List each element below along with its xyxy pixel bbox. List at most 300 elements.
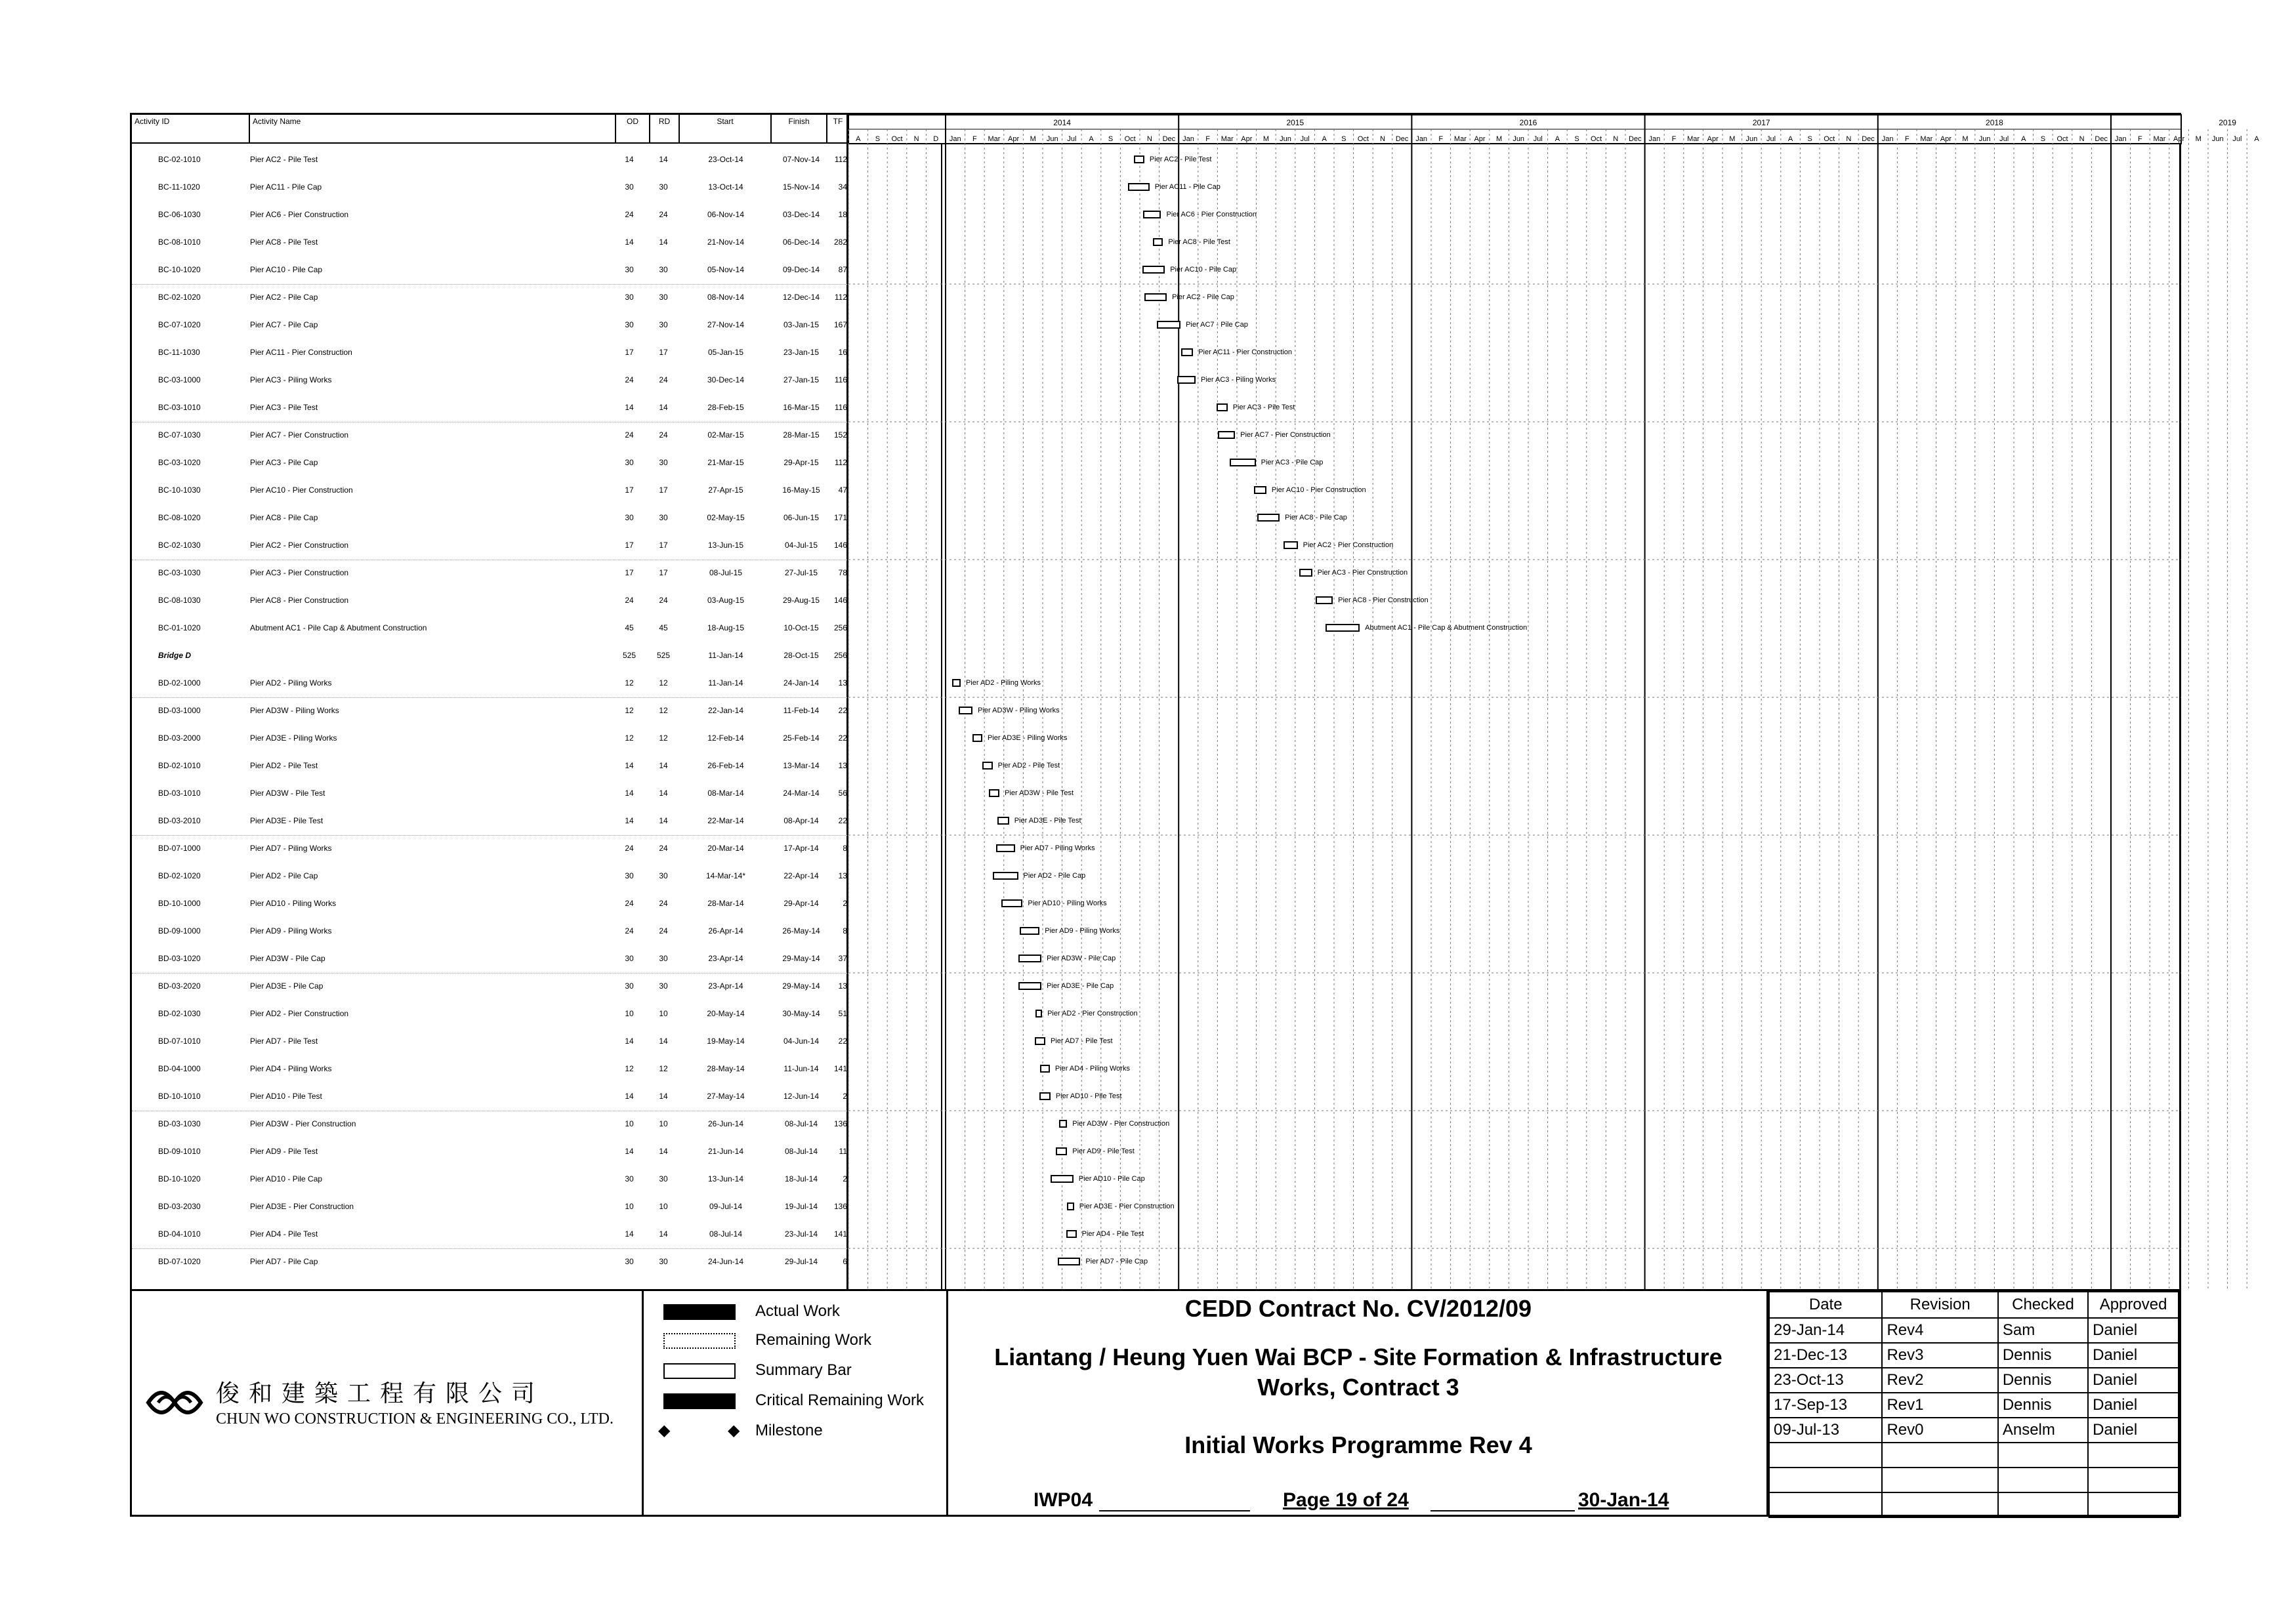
revision-checked: Anselm	[1998, 1418, 2088, 1443]
table-row	[132, 1111, 848, 1138]
gantt-bar	[1059, 1120, 1068, 1128]
total-float: 22	[838, 706, 847, 715]
original-duration: 24	[625, 844, 634, 853]
gantt-bar	[1325, 624, 1360, 632]
gantt-bar-label: Pier AC2 - Pier Construction	[1303, 541, 1394, 549]
remaining-duration: 14	[659, 1147, 668, 1156]
total-float: 13	[838, 761, 847, 770]
start-date: 20-May-14	[707, 1009, 745, 1018]
month-label: Jul	[1300, 135, 1310, 143]
start-date: 28-Mar-14	[707, 899, 744, 908]
revision-checked: Sam	[1998, 1318, 2088, 1343]
remaining-duration: 14	[659, 237, 668, 247]
activity-name: Pier AD10 - Pile Cap	[250, 1174, 323, 1183]
title-block	[132, 1289, 2179, 1517]
finish-date: 16-May-15	[782, 485, 820, 495]
gantt-bar-label: Pier AC3 - Piling Works	[1201, 376, 1276, 384]
total-float: 8	[843, 844, 847, 853]
revision-row	[1769, 1368, 2179, 1393]
month-label: Apr	[1940, 135, 1952, 143]
activity-name: Pier AD10 - Pile Test	[250, 1092, 322, 1101]
month-label: M	[2195, 135, 2202, 143]
header-finish: Finish	[772, 115, 827, 144]
remaining-duration: 12	[659, 733, 668, 743]
original-duration: 12	[625, 706, 634, 715]
remaining-duration: 14	[659, 1229, 668, 1239]
start-date: 02-Mar-15	[707, 430, 744, 440]
start-date: 08-Nov-14	[707, 293, 745, 302]
gantt-bar-label: Pier AD2 - Pier Construction	[1047, 1010, 1138, 1017]
start-date: 23-Apr-14	[708, 981, 743, 991]
activity-id: BC-03-1010	[158, 403, 201, 412]
activity-id: BD-03-1020	[158, 954, 201, 963]
remaining-duration: 17	[659, 541, 668, 550]
total-float: 146	[833, 596, 847, 605]
gantt-chart	[848, 115, 2259, 1289]
gantt-bar	[1217, 403, 1227, 411]
table-row	[132, 284, 848, 312]
finish-date: 07-Nov-14	[782, 155, 820, 164]
gantt-bar	[1284, 541, 1298, 549]
activity-name: Pier AD3E - Pier Construction	[250, 1202, 354, 1211]
revision-checked: Dennis	[1998, 1393, 2088, 1418]
activity-id: BC-07-1020	[158, 320, 201, 329]
total-float: 167	[833, 320, 847, 329]
gantt-bar-label: Pier AD3E - Pier Construction	[1079, 1202, 1175, 1210]
gantt-bar-label: Abutment AC1 - Pile Cap & Abutment Construction	[1365, 624, 1528, 632]
legend-summary-label: Summary Bar	[755, 1361, 852, 1379]
revision-revision: Rev4	[1882, 1318, 1997, 1343]
page-underline	[1430, 1510, 1575, 1511]
gantt-bar-label: Pier AC8 - Pile Test	[1168, 238, 1230, 246]
table-row	[132, 560, 848, 587]
activity-id: BC-08-1010	[158, 237, 201, 247]
legend-critical-label: Critical Remaining Work	[755, 1391, 924, 1409]
activity-name: Pier AD7 - Pile Cap	[250, 1257, 318, 1266]
remaining-duration: 14	[659, 789, 668, 798]
month-label: S	[1341, 135, 1346, 143]
finish-date: 30-May-14	[782, 1009, 820, 1018]
activity-name: Pier AC2 - Pile Test	[250, 155, 318, 164]
activity-id: BD-04-1010	[158, 1229, 201, 1239]
activity-table	[132, 115, 848, 1289]
finish-date: 06-Jun-15	[783, 513, 820, 522]
table-row	[132, 1138, 848, 1166]
total-float: 18	[838, 210, 847, 219]
activity-id: BD-02-1000	[158, 678, 201, 688]
activity-id: BC-11-1020	[158, 182, 200, 192]
start-date: 28-May-14	[707, 1064, 745, 1073]
start-date: 30-Dec-14	[707, 375, 745, 384]
gantt-bar	[1035, 1037, 1045, 1045]
month-label: Oct	[2056, 135, 2068, 143]
gantt-bar-label: Pier AC3 - Pile Test	[1232, 403, 1295, 411]
finish-date: 03-Dec-14	[782, 210, 820, 219]
original-duration: 30	[625, 265, 634, 274]
header-od: OD	[616, 115, 650, 144]
month-label: F	[972, 135, 977, 143]
year-label: 2017	[1752, 118, 1770, 127]
total-float: 141	[833, 1229, 847, 1239]
code-underline	[1099, 1510, 1250, 1511]
revision-row	[1769, 1393, 2179, 1418]
month-label: Jan	[949, 135, 961, 143]
original-duration: 24	[625, 926, 634, 935]
revision-empty-cell	[1998, 1443, 2088, 1468]
start-date: 21-Mar-15	[707, 458, 744, 467]
finish-date: 26-May-14	[782, 926, 820, 935]
table-row	[132, 229, 848, 257]
gantt-bar	[1257, 514, 1280, 522]
original-duration: 12	[625, 733, 634, 743]
start-date: 19-May-14	[707, 1037, 745, 1046]
table-row	[132, 532, 848, 560]
finish-date: 23-Jan-15	[783, 348, 820, 357]
activity-id: BC-03-1000	[158, 375, 201, 384]
gantt-bar-label: Pier AC11 - Pier Construction	[1198, 348, 1293, 356]
activity-name: Pier AD2 - Pier Construction	[250, 1009, 349, 1018]
original-duration: 525	[622, 651, 637, 660]
original-duration: 17	[625, 568, 634, 577]
total-float: 112	[834, 293, 847, 302]
revision-empty-cell	[2088, 1492, 2179, 1517]
total-float: 136	[833, 1202, 847, 1211]
finish-date: 28-Mar-15	[783, 430, 820, 440]
gantt-bar	[989, 789, 999, 797]
remaining-duration: 24	[659, 375, 668, 384]
gantt-bar-label: Pier AD4 - Piling Works	[1054, 1065, 1130, 1073]
month-label: A	[1555, 135, 1560, 143]
finish-date: 11-Feb-14	[783, 706, 820, 715]
month-label: Jun	[1745, 135, 1758, 143]
activity-id: BD-03-2030	[158, 1202, 201, 1211]
start-date: 12-Feb-14	[707, 733, 744, 743]
activity-id: BC-10-1030	[158, 485, 201, 495]
month-label: F	[1438, 135, 1444, 143]
activity-name: Pier AD2 - Pile Cap	[250, 871, 318, 880]
gantt-bar	[1018, 955, 1042, 962]
activity-id: BD-04-1000	[158, 1064, 201, 1073]
gantt-bar	[1058, 1258, 1081, 1265]
activity-name: Pier AD7 - Pile Test	[250, 1037, 318, 1046]
month-label: Oct	[1124, 135, 1136, 143]
start-date: 08-Jul-15	[709, 568, 743, 577]
month-label: A	[1787, 135, 1793, 143]
company-name-chinese: 俊和建築工程有限公司	[216, 1380, 545, 1407]
finish-date: 16-Mar-15	[783, 403, 820, 412]
revision-approved: Daniel	[2088, 1368, 2179, 1393]
revision-revision: Rev0	[1882, 1418, 1997, 1443]
gantt-bar	[1134, 155, 1144, 163]
remaining-duration: 12	[659, 1064, 668, 1073]
revision-header-date: Date	[1769, 1292, 1882, 1318]
finish-date: 29-Apr-15	[783, 458, 819, 467]
finish-date: 25-Feb-14	[783, 733, 820, 743]
activity-name: Pier AC6 - Pier Construction	[250, 210, 349, 219]
total-float: 282	[833, 237, 847, 247]
gantt-bar	[982, 762, 993, 770]
gantt-bar-label: Pier AD3E - Pile Cap	[1047, 982, 1114, 990]
finish-date: 27-Jul-15	[784, 568, 818, 577]
revision-empty-cell	[1998, 1468, 2088, 1492]
remaining-duration: 30	[659, 320, 668, 329]
activity-id: BC-07-1030	[158, 430, 201, 440]
month-label: N	[1146, 135, 1152, 143]
gantt-bar	[952, 679, 961, 687]
activity-id: BD-03-2010	[158, 816, 201, 825]
gantt-bar	[1128, 183, 1150, 191]
total-float: 2	[843, 1092, 847, 1101]
month-label: S	[2040, 135, 2046, 143]
activity-name: Pier AC10 - Pier Construction	[250, 485, 353, 495]
finish-date: 13-Mar-14	[783, 761, 820, 770]
activity-id: BD-03-1000	[158, 706, 201, 715]
remaining-duration: 10	[659, 1202, 668, 1211]
activity-id: BD-02-1020	[158, 871, 201, 880]
activity-id: BD-09-1010	[158, 1147, 201, 1156]
month-label: A	[2254, 135, 2259, 143]
revision-empty-cell	[1882, 1492, 1997, 1517]
table-row	[132, 477, 848, 504]
total-float: 116	[834, 375, 847, 384]
month-label: S	[875, 135, 881, 143]
revision-date: 17-Sep-13	[1769, 1393, 1882, 1418]
gantt-bar	[993, 872, 1018, 880]
remaining-duration: 30	[659, 1257, 668, 1266]
activity-name: Pier AC2 - Pile Cap	[250, 293, 318, 302]
month-label: F	[2138, 135, 2142, 143]
month-label: N	[2079, 135, 2085, 143]
activity-id: BD-02-1030	[158, 1009, 201, 1018]
start-date: 03-Aug-15	[707, 596, 745, 605]
start-date: 05-Nov-14	[707, 265, 745, 274]
original-duration: 30	[625, 513, 634, 522]
start-date: 27-Nov-14	[707, 320, 745, 329]
finish-date: 04-Jun-14	[783, 1037, 820, 1046]
start-date: 06-Nov-14	[707, 210, 745, 219]
original-duration: 24	[625, 596, 634, 605]
revision-empty-cell	[2088, 1443, 2179, 1468]
total-float: 8	[843, 926, 847, 935]
month-label: Jul	[1766, 135, 1776, 143]
original-duration: 14	[625, 1147, 634, 1156]
month-label: S	[1108, 135, 1114, 143]
remaining-duration: 12	[659, 706, 668, 715]
activity-id: BC-02-1020	[158, 293, 201, 302]
activity-id: BD-02-1010	[158, 761, 201, 770]
month-label: M	[1729, 135, 1736, 143]
table-row	[132, 312, 848, 339]
total-float: 11	[839, 1147, 847, 1156]
activity-id: BC-03-1020	[158, 458, 201, 467]
finish-date: 15-Nov-14	[782, 182, 820, 192]
start-date: 27-May-14	[707, 1092, 745, 1101]
table-row	[132, 973, 848, 1000]
month-label: Mar	[1687, 135, 1700, 143]
activity-id: BD-10-1020	[158, 1174, 201, 1183]
finish-date: 10-Oct-15	[783, 623, 819, 632]
month-label: Dec	[1162, 135, 1176, 143]
revision-row-empty	[1769, 1468, 2179, 1492]
month-label: N	[1846, 135, 1852, 143]
finish-date: 29-Jul-14	[784, 1257, 818, 1266]
remaining-duration: 30	[659, 182, 668, 192]
header-start: Start	[680, 115, 772, 144]
year-label: 2014	[1053, 118, 1071, 127]
start-date: 21-Jun-14	[707, 1147, 744, 1156]
table-row	[132, 587, 848, 615]
revision-empty-cell	[1769, 1443, 1882, 1468]
start-date: 20-Mar-14	[707, 844, 744, 853]
gantt-bar	[1144, 293, 1167, 301]
project-title-line1: Liantang / Heung Yuen Wai BCP - Site Formation & Infrastructure	[994, 1344, 1722, 1370]
gantt-bar	[972, 734, 982, 742]
finish-date: 29-Apr-14	[783, 899, 819, 908]
gantt-bar	[1051, 1175, 1074, 1183]
total-float: 6	[843, 1257, 847, 1266]
gantt-bar-label: Pier AD10 - Pile Test	[1055, 1092, 1122, 1100]
table-row	[132, 835, 848, 863]
original-duration: 30	[625, 981, 634, 991]
gantt-bar-label: Pier AD2 - Piling Works	[965, 679, 1041, 687]
activity-name: Pier AD3E - Pile Test	[250, 816, 324, 825]
gantt-bar-label: Pier AC3 - Pier Construction	[1317, 569, 1408, 577]
month-label: Jan	[1648, 135, 1661, 143]
month-label: Mar	[1453, 135, 1467, 143]
header-rd: RD	[650, 115, 680, 144]
month-label: Apr	[1474, 135, 1486, 143]
revision-revision: Rev2	[1882, 1368, 1997, 1393]
table-row	[132, 146, 848, 174]
revision-revision: Rev3	[1882, 1343, 1997, 1368]
finish-date: 08-Jul-14	[784, 1119, 818, 1128]
month-label: N	[1380, 135, 1385, 143]
finish-date: 12-Dec-14	[782, 293, 820, 302]
start-date: 02-May-15	[707, 513, 745, 522]
original-duration: 14	[625, 761, 634, 770]
legend-remaining-swatch	[663, 1333, 736, 1349]
activity-name: Pier AD3E - Piling Works	[250, 733, 337, 743]
activity-name: Pier AD10 - Piling Works	[250, 899, 337, 908]
revision-row	[1769, 1318, 2179, 1343]
month-label: A	[1322, 135, 1327, 143]
original-duration: 17	[625, 348, 634, 357]
table-row	[132, 780, 848, 808]
remaining-duration: 12	[659, 678, 668, 688]
start-date: 22-Jan-14	[707, 706, 744, 715]
remaining-duration: 30	[659, 981, 668, 991]
revision-box	[1768, 1291, 2179, 1517]
original-duration: 10	[625, 1202, 634, 1211]
remaining-duration: 17	[659, 485, 668, 495]
month-label: Apr	[2173, 135, 2185, 143]
table-row	[132, 367, 848, 394]
month-label: Jun	[1280, 135, 1291, 143]
original-duration: 14	[625, 403, 634, 412]
revision-empty-cell	[1882, 1443, 1997, 1468]
activity-name: Pier AD3E - Pile Cap	[250, 981, 324, 991]
gantt-bar	[1254, 486, 1266, 494]
activity-name: Pier AC8 - Pile Test	[250, 237, 318, 247]
total-float: 22	[838, 1037, 847, 1046]
finish-date: 24-Mar-14	[783, 789, 820, 798]
month-label: Mar	[2153, 135, 2166, 143]
month-label: Jun	[1513, 135, 1525, 143]
gantt-bar-label: Pier AC6 - Pier Construction	[1166, 211, 1257, 218]
gantt-bar-label: Pier AD3W - Pier Construction	[1072, 1120, 1170, 1128]
gantt-bar	[1067, 1202, 1074, 1210]
activity-id: BC-08-1020	[158, 513, 201, 522]
finish-date: 12-Jun-14	[783, 1092, 820, 1101]
table-row	[132, 642, 848, 670]
start-date: 05-Jan-15	[707, 348, 744, 357]
start-date: 26-Jun-14	[707, 1119, 744, 1128]
finish-date: 29-Aug-15	[782, 596, 820, 605]
activity-name: Pier AC3 - Pier Construction	[250, 568, 349, 577]
month-label: Jul	[1999, 135, 2009, 143]
month-label: Apr	[1241, 135, 1253, 143]
activity-id: BD-10-1010	[158, 1092, 201, 1101]
month-label: Jan	[1415, 135, 1428, 143]
table-row	[132, 670, 848, 697]
remaining-duration: 14	[659, 403, 668, 412]
gantt-bar	[1020, 927, 1039, 935]
total-float: 13	[838, 871, 847, 880]
total-float: 2	[843, 1174, 847, 1183]
activity-name: Pier AC8 - Pier Construction	[250, 596, 349, 605]
month-label: Jul	[1067, 135, 1077, 143]
remaining-duration: 14	[659, 155, 668, 164]
finish-date: 08-Apr-14	[783, 816, 819, 825]
remaining-duration: 30	[659, 871, 668, 880]
activity-id: BD-03-2000	[158, 733, 201, 743]
activity-id: Bridge D	[158, 651, 192, 660]
start-date: 08-Jul-14	[709, 1229, 743, 1239]
original-duration: 14	[625, 1092, 634, 1101]
finish-date: 04-Jul-15	[784, 541, 818, 550]
start-date: 26-Apr-14	[708, 926, 743, 935]
gantt-bar	[1142, 266, 1165, 274]
month-label: F	[1671, 135, 1677, 143]
original-duration: 24	[625, 430, 634, 440]
original-duration: 30	[625, 1257, 634, 1266]
finish-date: 08-Jul-14	[784, 1147, 818, 1156]
remaining-duration: 24	[659, 844, 668, 853]
finish-date: 24-Jan-14	[783, 678, 820, 688]
revision-header-approved: Approved	[2088, 1292, 2179, 1318]
gantt-bar	[1299, 569, 1312, 577]
start-date: 26-Feb-14	[707, 761, 744, 770]
month-label: Apr	[1707, 135, 1719, 143]
remaining-duration: 14	[659, 816, 668, 825]
activity-id: BC-02-1010	[158, 155, 201, 164]
total-float: 112	[834, 458, 847, 467]
gantt-bar-label: Pier AD3E - Piling Works	[987, 734, 1068, 742]
table-row	[132, 945, 848, 973]
legend-actual-swatch	[663, 1304, 736, 1320]
original-duration: 45	[625, 623, 634, 632]
gantt-bar-label: Pier AD7 - Pile Cap	[1085, 1258, 1148, 1265]
month-label: Oct	[891, 135, 903, 143]
table-row	[132, 615, 848, 642]
gantt-bar	[1018, 982, 1042, 990]
activity-name: Pier AD3W - Pile Test	[250, 789, 325, 798]
revision-row-empty	[1769, 1443, 2179, 1468]
finish-date: 06-Dec-14	[782, 237, 820, 247]
programme-code: IWP04	[1033, 1489, 1093, 1511]
table-row	[132, 1221, 848, 1248]
remaining-duration: 24	[659, 430, 668, 440]
